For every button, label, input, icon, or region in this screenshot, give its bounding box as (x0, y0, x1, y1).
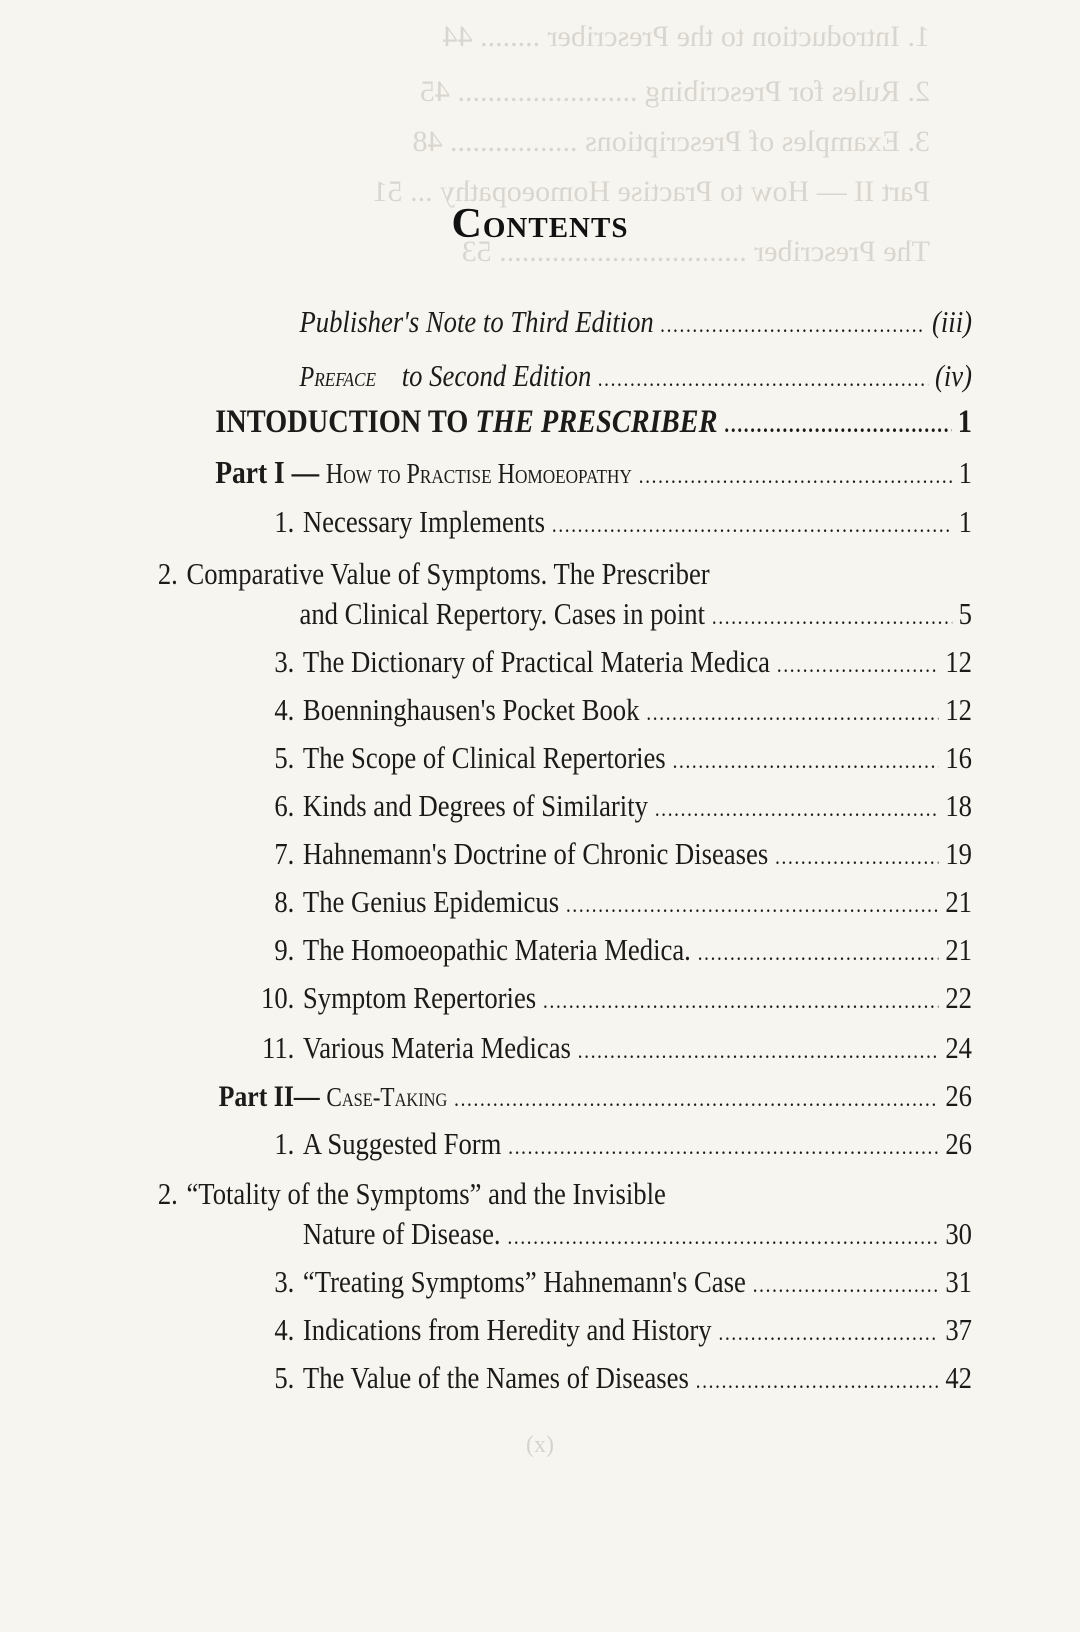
toc-entry[interactable] (256, 886, 972, 917)
toc-entry-label-smallcaps: Preface (299, 362, 376, 393)
page-folio: (x) (526, 1432, 554, 1458)
leader-dots (753, 1274, 939, 1296)
toc-entry-label: The Homoeopathic Materia Medica. (302, 932, 691, 967)
toc-entry-number: 1. (274, 504, 295, 539)
leader-dots (655, 798, 939, 820)
toc-entry[interactable] (256, 1128, 972, 1159)
toc-entry[interactable] (303, 1218, 972, 1249)
toc-page-number: 12 (945, 644, 972, 679)
toc-entry-label-wrap (299, 360, 591, 392)
leader-dots (598, 368, 928, 390)
toc-entry-number: 10. (260, 980, 295, 1015)
bleed-line: 2. Rules for Prescribing ........................ 45 (420, 75, 930, 108)
toc-entry-label: “Treating Symptoms” Hahnemann's Case (302, 1264, 746, 1299)
toc-page-number: 16 (945, 740, 972, 775)
toc-entry-label: The Dictionary of Practical Materia Medica (302, 644, 771, 679)
leader-dots (508, 1136, 938, 1158)
toc-entry-label: INTODUCTION TO (215, 404, 469, 440)
toc-entry[interactable] (256, 1362, 972, 1393)
bleed-line: Part II — How to Practise Homoeopathy ... 51 (372, 175, 930, 208)
toc-entry-label: A Suggested Form (302, 1126, 502, 1161)
toc-entry[interactable] (256, 694, 972, 725)
toc-entry-preface[interactable] (299, 360, 972, 392)
toc-entry-publishers-note[interactable] (299, 306, 972, 337)
bleed-line: The Prescriber ................................. 53 (461, 235, 930, 268)
leader-dots (578, 1040, 939, 1062)
toc-entry-continuation: and Clinical Repertory. Cases in point (299, 596, 705, 631)
toc-page-number: 26 (945, 1078, 972, 1113)
toc-entry-label: How to Practise Homoeopathy (325, 459, 632, 490)
toc-page-number: 21 (945, 932, 972, 967)
toc-entry-label: to Second Edition (401, 358, 592, 393)
leader-dots (673, 750, 939, 772)
toc-page-number: (iii) (932, 304, 972, 339)
toc-part-2[interactable] (219, 1080, 972, 1112)
toc-page-number: 26 (945, 1126, 972, 1161)
toc-entry-label: Kinds and Degrees of Similarity (302, 788, 648, 823)
toc-entry-number: 11. (261, 1030, 295, 1065)
toc-entry[interactable] (256, 506, 972, 537)
toc-page-number: (iv) (934, 358, 972, 393)
leader-dots (507, 1226, 938, 1248)
toc-entry-number: 1. (274, 1126, 295, 1161)
leader-dots (566, 894, 938, 916)
toc-entry-label: Symptom Repertories (302, 980, 537, 1015)
toc-page-number: 18 (945, 788, 972, 823)
toc-entry-number: 3. (274, 644, 295, 679)
toc-entry-first-line[interactable] (140, 1176, 666, 1212)
toc-page-number: 19 (945, 836, 972, 871)
toc-page-number: 22 (945, 980, 972, 1015)
toc-entry-label-italic: THE PRESCRIBER (475, 404, 718, 440)
toc-entry-label-wrap (215, 456, 632, 489)
toc-part-prefix: Part I — (215, 454, 320, 490)
toc-entry[interactable] (256, 1314, 972, 1345)
leader-dots (777, 654, 939, 676)
toc-entry-label: Case-Taking (326, 1082, 448, 1112)
toc-entry-introduction[interactable] (215, 406, 972, 439)
toc-entry-label-wrap (215, 406, 717, 439)
toc-part-1[interactable] (215, 456, 972, 489)
leader-dots (646, 702, 938, 724)
toc-entry-label: Hahnemann's Doctrine of Chronic Diseases (302, 836, 769, 871)
toc-entry-label: “Totality of the Symptoms” and the Invisible (186, 1176, 666, 1211)
toc-page-number: 42 (945, 1360, 972, 1395)
toc-page-number: 5 (958, 596, 972, 631)
leader-dots (718, 1322, 938, 1344)
leader-dots (698, 942, 939, 964)
bleed-line: 1. Introduction to the Prescriber ........ 44 (442, 20, 930, 53)
toc-entry[interactable] (256, 742, 972, 773)
toc-entry-number: 5. (274, 740, 295, 775)
toc-entry-continuation: Nature of Disease. (302, 1216, 501, 1251)
toc-page-number: 12 (945, 692, 972, 727)
toc-page-number: 37 (945, 1312, 972, 1347)
leader-dots (712, 606, 952, 628)
page-title: Contents (451, 201, 629, 247)
toc-entry-label: The Genius Epidemicus (302, 884, 560, 919)
leader-dots (724, 414, 951, 436)
toc-entry[interactable] (246, 982, 972, 1013)
leader-dots (543, 990, 938, 1012)
toc-entry-label: Indications from Heredity and History (302, 1312, 712, 1347)
bleed-line: 3. Examples of Prescriptions ................. 48 (412, 125, 930, 158)
toc-entry[interactable] (256, 790, 972, 821)
leader-dots (454, 1088, 938, 1110)
toc-entry-first-line[interactable] (140, 556, 710, 592)
toc-entry[interactable] (256, 1266, 972, 1297)
toc-page-number: 21 (945, 884, 972, 919)
toc-entry-label: Comparative Value of Symptoms. The Prescriber (186, 556, 710, 591)
toc-entry[interactable] (256, 838, 972, 869)
toc-entry-label: Necessary Implements (302, 504, 545, 539)
toc-page-number: 1 (958, 455, 972, 490)
leader-dots (552, 514, 952, 536)
toc-entry-label: Publisher's Note to Third Edition (299, 304, 654, 339)
toc-entry-label: The Scope of Clinical Repertories (302, 740, 666, 775)
leader-dots (661, 314, 925, 336)
leader-dots (696, 1370, 939, 1392)
toc-entry-label-wrap (219, 1080, 448, 1112)
toc-entry-number: 4. (274, 1312, 295, 1347)
toc-entry-label: The Value of the Names of Diseases (302, 1360, 689, 1395)
toc-entry-label: Boenninghausen's Pocket Book (302, 692, 640, 727)
toc-page-number: 1 (957, 404, 972, 440)
toc-entry-number: 2. (157, 1176, 178, 1211)
toc-entry-number: 6. (274, 788, 295, 823)
toc-entry-number: 3. (274, 1264, 295, 1299)
toc-entry[interactable] (299, 598, 972, 629)
toc-entry-number: 7. (274, 836, 295, 871)
toc-entry-number: 5. (274, 1360, 295, 1395)
leader-dots (775, 846, 938, 868)
toc-entry[interactable] (256, 646, 972, 677)
toc-page-number: 24 (945, 1030, 972, 1065)
leader-dots (639, 465, 952, 487)
toc-entry[interactable] (246, 1032, 972, 1063)
toc-entry-number: 4. (274, 692, 295, 727)
toc-entry-number: 2. (157, 556, 178, 591)
toc-page-number: 1 (958, 504, 972, 539)
toc-entry[interactable] (256, 934, 972, 965)
toc-part-prefix: Part II— (218, 1080, 320, 1113)
toc-page-number: 31 (945, 1264, 972, 1299)
toc-entry-number: 9. (274, 932, 295, 967)
toc-entry-label: Various Materia Medicas (302, 1030, 571, 1065)
toc-page-number: 30 (945, 1216, 972, 1251)
toc-entry-number: 8. (274, 884, 295, 919)
